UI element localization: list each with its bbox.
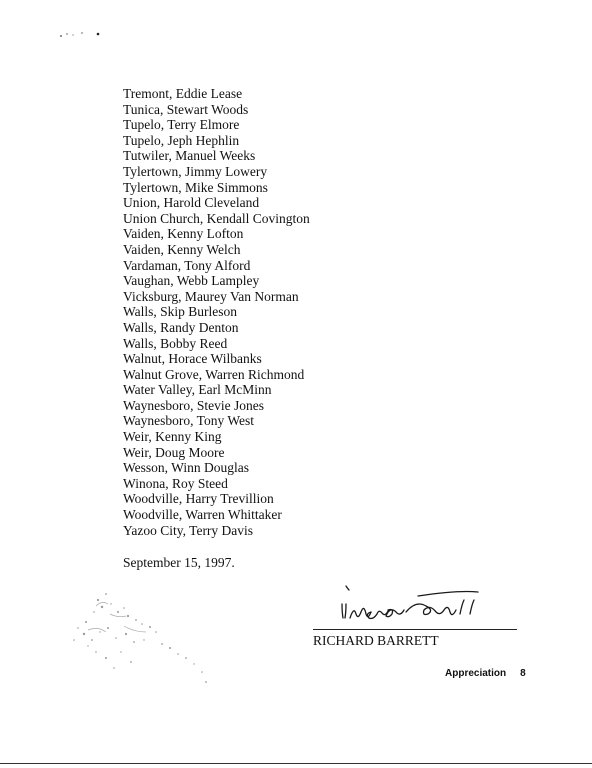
footer-section-title: Appreciation (445, 668, 507, 679)
faded-seal-stamp (66, 582, 216, 692)
list-item: Tunica, Stewart Woods (123, 101, 249, 117)
page-number: 8 (520, 668, 526, 679)
list-item: Vicksburg, Maurey Van Norman (123, 288, 299, 304)
list-item: Vaiden, Kenny Lofton (123, 226, 244, 242)
list-item: Tupelo, Terry Elmore (123, 117, 240, 133)
list-item: Tutwiler, Manuel Weeks (123, 148, 256, 164)
list-item: Winona, Roy Steed (123, 475, 228, 491)
list-item: Walnut Grove, Warren Richmond (123, 366, 305, 382)
list-item: Union, Harold Cleveland (123, 195, 260, 211)
list-item: Tylertown, Mike Simmons (123, 179, 268, 195)
page-footer (445, 668, 526, 679)
bottom-rule (0, 763, 592, 764)
signer-name: RICHARD BARRETT (313, 633, 439, 648)
list-item: Tupelo, Jeph Hephlin (123, 132, 240, 148)
list-item: Vaiden, Kenny Welch (123, 241, 241, 257)
list-item: Vaughan, Webb Lampley (123, 273, 260, 289)
list-item: Union Church, Kendall Covington (123, 210, 310, 226)
scan-speck-marks (58, 30, 108, 40)
list-item: Walls, Bobby Reed (123, 335, 228, 351)
list-item: Yazoo City, Terry Davis (123, 522, 254, 538)
list-item: Wesson, Winn Douglas (123, 460, 249, 476)
list-item: Waynesboro, Stevie Jones (123, 397, 265, 413)
handwritten-signature (328, 582, 498, 630)
list-item: Weir, Kenny King (123, 429, 222, 445)
list-item: Woodville, Warren Whittaker (123, 507, 282, 523)
list-item: Water Valley, Earl McMinn (123, 382, 272, 398)
list-item: Waynesboro, Tony West (123, 413, 254, 429)
list-item: Walls, Skip Burleson (123, 304, 238, 320)
list-item: Tylertown, Jimmy Lowery (123, 163, 268, 179)
list-item: Weir, Doug Moore (123, 444, 225, 460)
list-item: Walls, Randy Denton (123, 319, 239, 335)
list-item: Walnut, Horace Wilbanks (123, 351, 262, 367)
list-item: Woodville, Harry Trevillion (123, 491, 274, 507)
document-date: September 15, 1997. (123, 555, 235, 570)
list-item: Vardaman, Tony Alford (123, 257, 251, 273)
list-item: Tremont, Eddie Lease (123, 86, 243, 101)
signature-line (313, 629, 517, 630)
name-list (123, 86, 310, 538)
